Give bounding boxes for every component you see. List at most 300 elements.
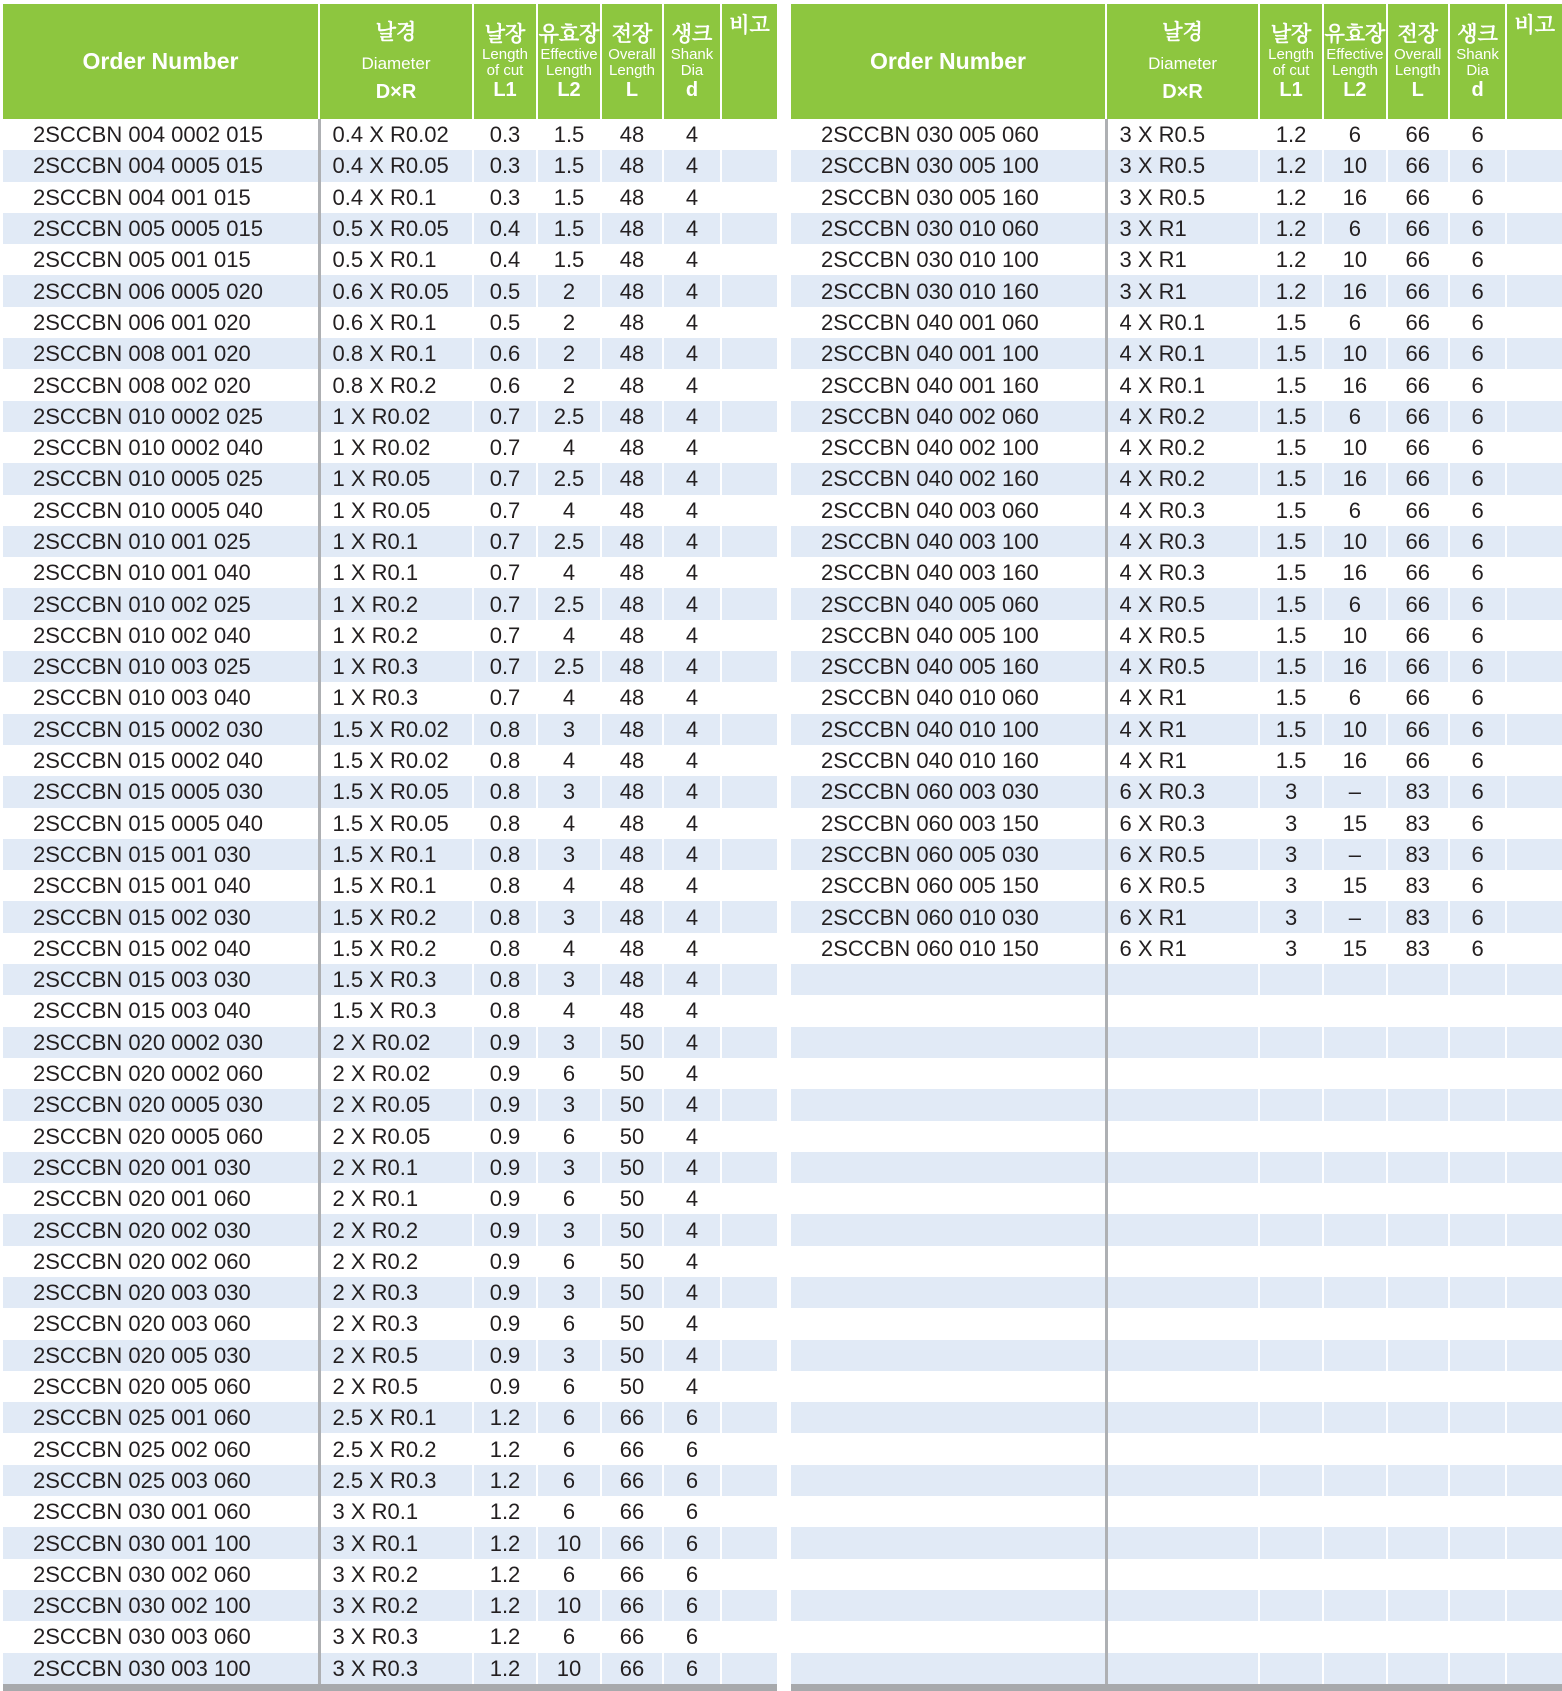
cell-order-number: 2SCCBN 010 002 025 — [3, 588, 319, 619]
cell-overall-length: 48 — [601, 213, 663, 244]
cell-note — [721, 839, 777, 870]
cell-effective-length: 1.5 — [537, 150, 601, 181]
cell-shank-dia — [1449, 1653, 1507, 1684]
cell-overall-length — [1387, 1183, 1449, 1214]
header-ol-en1: Overall — [608, 45, 656, 63]
cell-effective-length: 15 — [1323, 808, 1387, 839]
cell-effective-length: 6 — [537, 1183, 601, 1214]
cell-length-of-cut — [1259, 1246, 1323, 1277]
header-note-label: 비고 — [729, 14, 770, 37]
header-effective-length — [537, 4, 601, 119]
cell-diameter — [1106, 964, 1259, 995]
cell-overall-length — [1387, 1089, 1449, 1120]
cell-diameter — [1106, 995, 1259, 1026]
cell-order-number — [791, 964, 1106, 995]
cell-diameter — [1106, 1559, 1259, 1590]
cell-note — [1506, 557, 1562, 588]
cell-length-of-cut — [1259, 1121, 1323, 1152]
cell-overall-length: 48 — [601, 870, 663, 901]
cell-diameter: 3 X R1 — [1106, 244, 1259, 275]
cell-shank-dia: 4 — [663, 275, 721, 306]
cell-overall-length: 66 — [601, 1402, 663, 1433]
cell-shank-dia: 6 — [1449, 776, 1507, 807]
cell-note — [721, 244, 777, 275]
table-row — [791, 745, 1562, 776]
header-el-en2: Length — [1331, 61, 1378, 79]
table-row — [791, 244, 1562, 275]
cell-order-number: 2SCCBN 015 001 030 — [3, 839, 319, 870]
table-row — [791, 1371, 1562, 1402]
cell-effective-length — [1323, 1433, 1387, 1464]
cell-overall-length — [1387, 1527, 1449, 1558]
table-row — [3, 463, 777, 494]
header-sd-sym: d — [685, 78, 699, 101]
cell-diameter: 0.4 X R0.1 — [319, 182, 473, 213]
cell-shank-dia: 4 — [663, 714, 721, 745]
cell-shank-dia: 6 — [1449, 119, 1507, 150]
cell-length-of-cut — [1259, 1653, 1323, 1684]
cell-shank-dia: 6 — [1449, 526, 1507, 557]
cell-note — [721, 1559, 777, 1590]
cell-length-of-cut: 1.5 — [1259, 495, 1323, 526]
cell-diameter — [1106, 1214, 1259, 1245]
cell-order-number — [791, 1590, 1106, 1621]
cell-diameter: 3 X R0.1 — [319, 1496, 473, 1527]
header-sd-ko: 생크 — [1457, 22, 1498, 46]
cell-note — [721, 213, 777, 244]
cell-overall-length: 66 — [601, 1527, 663, 1558]
cell-shank-dia: 4 — [663, 682, 721, 713]
cell-shank-dia: 4 — [663, 401, 721, 432]
cell-shank-dia: 4 — [663, 1089, 721, 1120]
cell-shank-dia: 4 — [663, 808, 721, 839]
table-row — [3, 714, 777, 745]
cell-diameter — [1106, 1246, 1259, 1277]
cell-diameter — [1106, 1496, 1259, 1527]
cell-length-of-cut — [1259, 1496, 1323, 1527]
table-row — [791, 933, 1562, 964]
table-row — [791, 651, 1562, 682]
cell-diameter: 2.5 X R0.2 — [319, 1433, 473, 1464]
cell-overall-length: 50 — [601, 1308, 663, 1339]
cell-effective-length — [1323, 1308, 1387, 1339]
table-row — [3, 526, 777, 557]
cell-overall-length: 83 — [1387, 933, 1449, 964]
table-row — [791, 213, 1562, 244]
cell-diameter — [1106, 1653, 1259, 1684]
cell-shank-dia: 4 — [663, 495, 721, 526]
cell-order-number: 2SCCBN 040 003 100 — [791, 526, 1106, 557]
cell-diameter: 2 X R0.1 — [319, 1183, 473, 1214]
cell-note — [1506, 150, 1562, 181]
cell-shank-dia — [1449, 1465, 1507, 1496]
cell-diameter — [1106, 1621, 1259, 1652]
spec-table — [3, 4, 777, 1684]
cell-length-of-cut: 0.8 — [473, 933, 537, 964]
cell-overall-length: 48 — [601, 119, 663, 150]
cell-length-of-cut — [1259, 1027, 1323, 1058]
cell-note — [721, 307, 777, 338]
cell-effective-length: 2.5 — [537, 651, 601, 682]
cell-diameter: 4 X R1 — [1106, 714, 1259, 745]
cell-effective-length: 6 — [537, 1121, 601, 1152]
cell-note — [1506, 839, 1562, 870]
table-row — [3, 1371, 777, 1402]
cell-shank-dia — [1449, 1183, 1507, 1214]
cell-shank-dia: 4 — [663, 933, 721, 964]
cell-overall-length: 48 — [601, 307, 663, 338]
cell-diameter: 4 X R1 — [1106, 682, 1259, 713]
cell-diameter: 4 X R0.5 — [1106, 651, 1259, 682]
cell-effective-length — [1323, 1340, 1387, 1371]
cell-shank-dia: 6 — [1449, 432, 1507, 463]
cell-shank-dia — [1449, 995, 1507, 1026]
cell-effective-length: 6 — [537, 1621, 601, 1652]
cell-effective-length: 6 — [1323, 401, 1387, 432]
cell-diameter: 2 X R0.5 — [319, 1340, 473, 1371]
cell-overall-length: 50 — [601, 1121, 663, 1152]
cell-effective-length: 10 — [1323, 620, 1387, 651]
cell-diameter: 3 X R1 — [1106, 275, 1259, 306]
cell-shank-dia: 6 — [1449, 745, 1507, 776]
cell-order-number: 2SCCBN 030 002 100 — [3, 1590, 319, 1621]
cell-order-number: 2SCCBN 010 003 025 — [3, 651, 319, 682]
cell-note — [1506, 1152, 1562, 1183]
cell-overall-length: 50 — [601, 1246, 663, 1277]
cell-diameter: 1 X R0.1 — [319, 557, 473, 588]
cell-note — [721, 1058, 777, 1089]
cell-diameter: 3 X R0.5 — [1106, 119, 1259, 150]
cell-length-of-cut: 1.5 — [1259, 401, 1323, 432]
cell-note — [721, 119, 777, 150]
cell-diameter: 4 X R0.1 — [1106, 338, 1259, 369]
cell-overall-length — [1387, 1465, 1449, 1496]
cell-effective-length: – — [1323, 776, 1387, 807]
cell-diameter: 1.5 X R0.2 — [319, 901, 473, 932]
header-el-ko: 유효장 — [538, 22, 600, 46]
cell-length-of-cut: 0.3 — [473, 150, 537, 181]
cell-order-number: 2SCCBN 040 003 160 — [791, 557, 1106, 588]
cell-effective-length: 15 — [1323, 933, 1387, 964]
cell-diameter: 2.5 X R0.1 — [319, 1402, 473, 1433]
cell-order-number: 2SCCBN 020 003 030 — [3, 1277, 319, 1308]
cell-diameter: 0.6 X R0.05 — [319, 275, 473, 306]
cell-order-number: 2SCCBN 010 0002 040 — [3, 432, 319, 463]
cell-overall-length: 48 — [601, 714, 663, 745]
cell-length-of-cut: 0.9 — [473, 1089, 537, 1120]
cell-length-of-cut: 0.6 — [473, 338, 537, 369]
cell-length-of-cut: 0.9 — [473, 1027, 537, 1058]
cell-order-number: 2SCCBN 030 001 060 — [3, 1496, 319, 1527]
cell-overall-length: 48 — [601, 495, 663, 526]
cell-diameter: 1 X R0.1 — [319, 526, 473, 557]
cell-note — [1506, 1371, 1562, 1402]
cell-overall-length: 66 — [1387, 401, 1449, 432]
cell-effective-length: 10 — [1323, 338, 1387, 369]
cell-shank-dia: 6 — [1449, 682, 1507, 713]
cell-order-number: 2SCCBN 010 001 040 — [3, 557, 319, 588]
cell-length-of-cut: 1.5 — [1259, 588, 1323, 619]
cell-overall-length: 66 — [1387, 682, 1449, 713]
cell-shank-dia: 4 — [663, 901, 721, 932]
table-row — [791, 901, 1562, 932]
header-length-of-cut — [1259, 4, 1323, 119]
cell-overall-length: 66 — [601, 1621, 663, 1652]
cell-effective-length: – — [1323, 839, 1387, 870]
cell-overall-length: 66 — [601, 1433, 663, 1464]
cell-shank-dia: 6 — [1449, 588, 1507, 619]
cell-length-of-cut: 1.2 — [473, 1559, 537, 1590]
cell-length-of-cut: 0.3 — [473, 182, 537, 213]
cell-order-number: 2SCCBN 060 005 150 — [791, 870, 1106, 901]
cell-diameter: 3 X R0.5 — [1106, 182, 1259, 213]
cell-order-number: 2SCCBN 040 010 100 — [791, 714, 1106, 745]
cell-effective-length: 16 — [1323, 557, 1387, 588]
cell-overall-length: 66 — [601, 1590, 663, 1621]
cell-diameter: 0.5 X R0.1 — [319, 244, 473, 275]
cell-order-number — [791, 1308, 1106, 1339]
cell-shank-dia: 6 — [1449, 620, 1507, 651]
cell-note — [721, 1402, 777, 1433]
cell-order-number — [791, 1371, 1106, 1402]
table-row — [3, 307, 777, 338]
cell-order-number: 2SCCBN 020 0002 060 — [3, 1058, 319, 1089]
cell-note — [1506, 1433, 1562, 1464]
cell-effective-length: 3 — [537, 1214, 601, 1245]
cell-overall-length: 66 — [1387, 463, 1449, 494]
cell-effective-length: 10 — [1323, 526, 1387, 557]
cell-diameter: 6 X R1 — [1106, 901, 1259, 932]
cell-note — [721, 1121, 777, 1152]
cell-shank-dia: 4 — [663, 1340, 721, 1371]
cell-note — [1506, 401, 1562, 432]
cell-order-number: 2SCCBN 020 001 060 — [3, 1183, 319, 1214]
cell-diameter: 1 X R0.05 — [319, 463, 473, 494]
cell-order-number: 2SCCBN 004 0002 015 — [3, 119, 319, 150]
cell-length-of-cut: 0.5 — [473, 275, 537, 306]
cell-length-of-cut: 3 — [1259, 933, 1323, 964]
cell-overall-length — [1387, 1559, 1449, 1590]
cell-length-of-cut: 0.8 — [473, 839, 537, 870]
table-bottom-bar — [3, 1684, 777, 1691]
table-row — [791, 1621, 1562, 1652]
header-order-number: Order Number — [3, 4, 319, 119]
cell-diameter — [1106, 1433, 1259, 1464]
cell-effective-length: 4 — [537, 808, 601, 839]
cell-effective-length: 2 — [537, 338, 601, 369]
cell-note — [1506, 588, 1562, 619]
table-row — [3, 1183, 777, 1214]
cell-overall-length: 66 — [1387, 432, 1449, 463]
spec-table-left — [3, 4, 777, 1691]
cell-length-of-cut: 0.8 — [473, 776, 537, 807]
cell-length-of-cut: 1.2 — [473, 1621, 537, 1652]
table-row — [3, 745, 777, 776]
cell-order-number: 2SCCBN 040 005 060 — [791, 588, 1106, 619]
cell-diameter: 4 X R0.3 — [1106, 495, 1259, 526]
cell-diameter — [1106, 1121, 1259, 1152]
table-row — [791, 463, 1562, 494]
cell-overall-length — [1387, 1433, 1449, 1464]
table-row — [791, 1214, 1562, 1245]
cell-order-number — [791, 1058, 1106, 1089]
cell-effective-length: 6 — [1323, 119, 1387, 150]
header-ol-sym: L — [1411, 78, 1424, 101]
cell-overall-length: 48 — [601, 682, 663, 713]
cell-overall-length: 66 — [1387, 745, 1449, 776]
table-bottom-bar — [791, 1684, 1562, 1691]
cell-overall-length: 83 — [1387, 808, 1449, 839]
cell-shank-dia: 6 — [663, 1527, 721, 1558]
table-row — [3, 1590, 777, 1621]
cell-shank-dia: 6 — [663, 1590, 721, 1621]
cell-note — [1506, 1653, 1562, 1684]
header-row — [3, 4, 777, 119]
cell-overall-length: 48 — [601, 275, 663, 306]
table-row — [791, 1340, 1562, 1371]
cell-diameter: 4 X R0.1 — [1106, 369, 1259, 400]
cell-note — [1506, 620, 1562, 651]
cell-diameter: 1.5 X R0.2 — [319, 933, 473, 964]
cell-effective-length: 1.5 — [537, 119, 601, 150]
cell-order-number: 2SCCBN 025 001 060 — [3, 1402, 319, 1433]
cell-diameter: 3 X R0.1 — [319, 1527, 473, 1558]
cell-shank-dia: 4 — [663, 1152, 721, 1183]
table-row — [791, 307, 1562, 338]
cell-order-number: 2SCCBN 008 001 020 — [3, 338, 319, 369]
header-ol-ko: 전장 — [1397, 22, 1439, 46]
cell-diameter: 1.5 X R0.3 — [319, 995, 473, 1026]
cell-overall-length: 50 — [601, 1371, 663, 1402]
cell-effective-length — [1323, 1465, 1387, 1496]
cell-length-of-cut: 0.9 — [473, 1214, 537, 1245]
cell-note — [721, 933, 777, 964]
cell-length-of-cut — [1259, 1559, 1323, 1590]
cell-effective-length: 10 — [1323, 714, 1387, 745]
cell-note — [721, 1183, 777, 1214]
cell-note — [721, 495, 777, 526]
cell-length-of-cut: 0.9 — [473, 1246, 537, 1277]
cell-shank-dia: 4 — [663, 839, 721, 870]
table-row — [791, 275, 1562, 306]
cell-note — [721, 432, 777, 463]
cell-length-of-cut: 0.7 — [473, 401, 537, 432]
header-sd-sym: d — [1471, 78, 1484, 101]
table-row — [3, 1402, 777, 1433]
cell-effective-length: 3 — [537, 964, 601, 995]
cell-diameter: 2 X R0.02 — [319, 1058, 473, 1089]
cell-note — [721, 745, 777, 776]
cell-note — [721, 369, 777, 400]
cell-diameter: 1.5 X R0.02 — [319, 745, 473, 776]
cell-shank-dia — [1449, 1058, 1507, 1089]
cell-shank-dia — [1449, 1121, 1507, 1152]
cell-shank-dia: 4 — [663, 745, 721, 776]
header-diameter-sym: D×R — [1162, 80, 1203, 103]
cell-order-number: 2SCCBN 020 0005 060 — [3, 1121, 319, 1152]
header-effective-length — [1323, 4, 1387, 119]
cell-overall-length: 48 — [601, 651, 663, 682]
cell-overall-length: 48 — [601, 745, 663, 776]
cell-length-of-cut: 1.2 — [1259, 244, 1323, 275]
cell-effective-length: 3 — [537, 776, 601, 807]
table-row — [791, 182, 1562, 213]
cell-effective-length — [1323, 1121, 1387, 1152]
cell-note — [721, 182, 777, 213]
cell-note — [1506, 1121, 1562, 1152]
cell-effective-length: – — [1323, 901, 1387, 932]
cell-note — [1506, 1590, 1562, 1621]
cell-diameter: 3 X R0.3 — [319, 1653, 473, 1684]
cell-length-of-cut — [1259, 1527, 1323, 1558]
table-row — [791, 401, 1562, 432]
cell-note — [1506, 1089, 1562, 1120]
cell-shank-dia: 6 — [1449, 275, 1507, 306]
cell-order-number — [791, 1465, 1106, 1496]
header-loc-en2: of cut — [486, 61, 524, 79]
cell-diameter: 3 X R0.5 — [1106, 150, 1259, 181]
cell-note — [721, 1496, 777, 1527]
cell-effective-length — [1323, 1246, 1387, 1277]
header-overall-length — [1387, 4, 1449, 119]
cell-shank-dia: 4 — [663, 1121, 721, 1152]
cell-length-of-cut — [1259, 1465, 1323, 1496]
cell-shank-dia: 4 — [663, 1183, 721, 1214]
cell-length-of-cut: 1.2 — [1259, 213, 1323, 244]
cell-order-number: 2SCCBN 020 005 030 — [3, 1340, 319, 1371]
table-row — [791, 1590, 1562, 1621]
cell-order-number: 2SCCBN 040 002 060 — [791, 401, 1106, 432]
cell-note — [1506, 244, 1562, 275]
cell-length-of-cut: 1.2 — [1259, 275, 1323, 306]
cell-length-of-cut: 0.9 — [473, 1058, 537, 1089]
cell-note — [1506, 933, 1562, 964]
cell-overall-length: 50 — [601, 1183, 663, 1214]
cell-overall-length: 48 — [601, 839, 663, 870]
cell-overall-length: 66 — [1387, 526, 1449, 557]
cell-overall-length: 66 — [1387, 588, 1449, 619]
header-el-en2: Length — [546, 61, 592, 79]
cell-overall-length: 48 — [601, 776, 663, 807]
cell-overall-length: 83 — [1387, 901, 1449, 932]
cell-overall-length: 48 — [601, 150, 663, 181]
cell-diameter: 6 X R0.3 — [1106, 776, 1259, 807]
cell-note — [721, 1027, 777, 1058]
table-row — [3, 150, 777, 181]
cell-order-number: 2SCCBN 040 005 160 — [791, 651, 1106, 682]
cell-shank-dia: 4 — [663, 1277, 721, 1308]
table-row — [3, 588, 777, 619]
header-ol-en1: Overall — [1394, 45, 1442, 63]
header-sd-en2: Dia — [680, 61, 704, 79]
cell-overall-length: 48 — [601, 369, 663, 400]
cell-shank-dia — [1449, 1152, 1507, 1183]
table-row — [791, 1402, 1562, 1433]
cell-shank-dia: 6 — [663, 1559, 721, 1590]
cell-length-of-cut: 0.7 — [473, 651, 537, 682]
cell-order-number: 2SCCBN 015 0002 030 — [3, 714, 319, 745]
cell-effective-length: 6 — [537, 1308, 601, 1339]
cell-overall-length — [1387, 1214, 1449, 1245]
cell-length-of-cut: 1.2 — [473, 1527, 537, 1558]
cell-length-of-cut — [1259, 1152, 1323, 1183]
table-row — [3, 651, 777, 682]
cell-effective-length — [1323, 964, 1387, 995]
cell-shank-dia — [1449, 1277, 1507, 1308]
table-row — [3, 1152, 777, 1183]
cell-overall-length: 66 — [1387, 651, 1449, 682]
cell-overall-length — [1387, 1653, 1449, 1684]
